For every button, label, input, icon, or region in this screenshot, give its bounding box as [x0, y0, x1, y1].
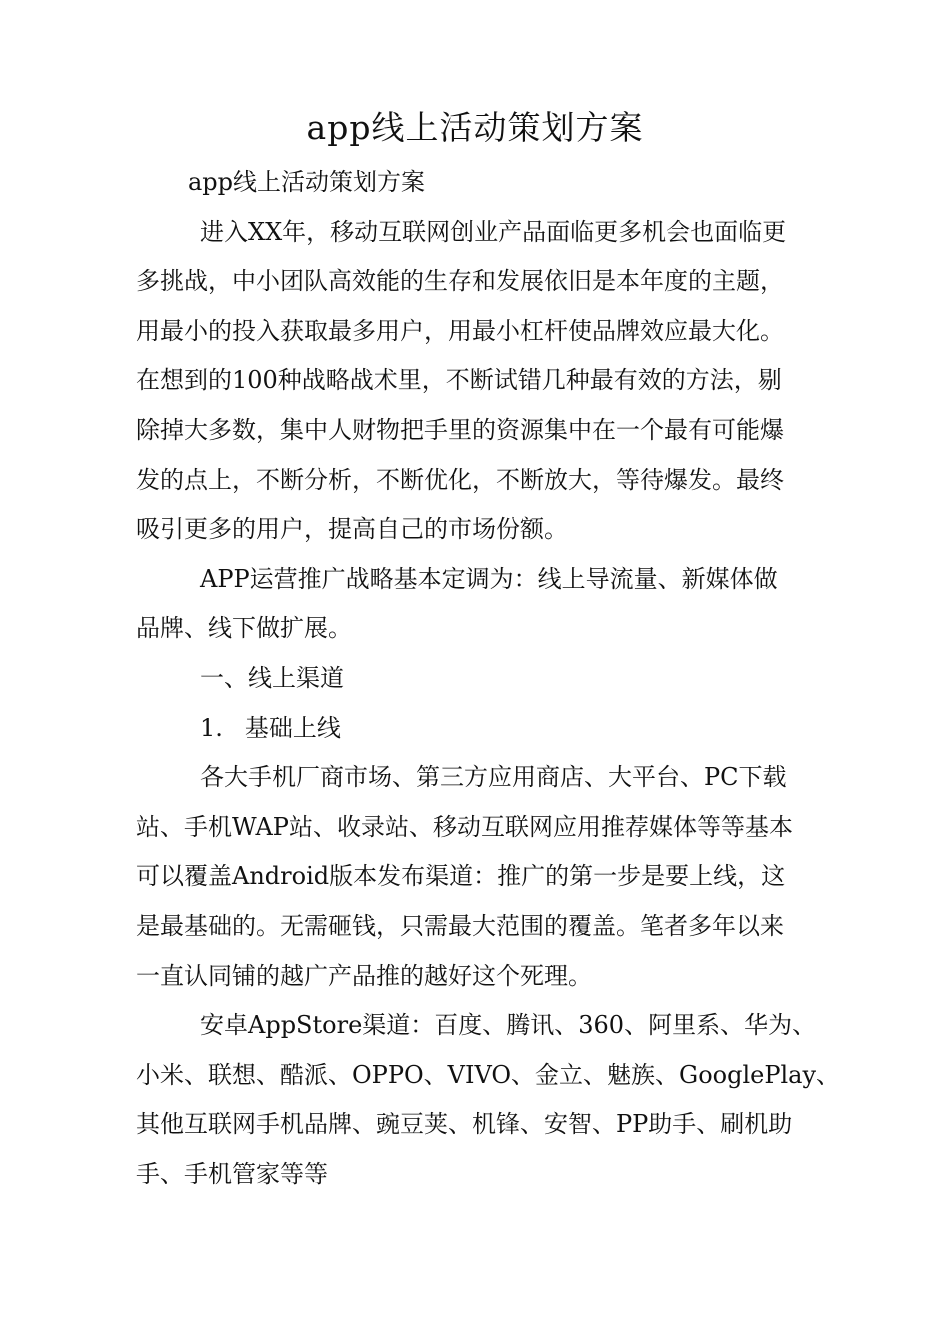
paragraph-strategy	[136, 555, 836, 654]
paragraph-channels	[136, 753, 836, 1001]
text-line: 发的点上，不断分析，不断优化，不断放大，等待爆发。最终	[136, 465, 784, 494]
text-line: 各大手机厂商市场、第三方应用商店、大平台、PC下载	[200, 763, 787, 792]
text-line: 其他互联网手机品牌、豌豆荚、机锋、安智、PP助手、刷机助	[136, 1110, 793, 1139]
text-line: 除掉大多数，集中人财物把手里的资源集中在一个最有可能爆	[136, 415, 784, 444]
text-line: 手、手机管家等等	[136, 1159, 328, 1188]
item-number: 1.	[200, 713, 223, 742]
paragraph-intro	[136, 208, 836, 555]
text-line: 站、手机WAP站、收录站、移动互联网应用推荐媒体等等基本	[136, 812, 793, 841]
text-line: 多挑战，中小团队高效能的生存和发展依旧是本年度的主题，	[136, 267, 784, 296]
paragraph-android-stores	[136, 1001, 841, 1199]
section-heading-online-channels	[136, 654, 836, 704]
text-line: 安卓AppStore渠道：百度、腾讯、360、阿里系、华为、	[200, 1011, 817, 1040]
text-line: 吸引更多的用户，提高自己的市场份额。	[136, 515, 568, 544]
document-body	[136, 158, 841, 1199]
item-label: 基础上线	[244, 713, 341, 742]
text-line: 是最基础的。无需砸钱，只需最大范围的覆盖。笔者多年以来	[136, 911, 784, 940]
text-line: 可以覆盖Android版本发布渠道：推广的第一步是要上线，这	[136, 862, 786, 891]
document-title: app线上活动策划方案	[306, 108, 644, 147]
numbered-item-basic-launch	[136, 704, 836, 754]
document-subtitle: app线上活动策划方案	[188, 168, 426, 196]
text-line: 用最小的投入获取最多用户，用最小杠杆使品牌效应最大化。	[136, 316, 784, 345]
text-line: 小米、联想、酷派、OPPO、VIVO、金立、魅族、GooglePlay、	[136, 1060, 841, 1089]
text-line: 品牌、线下做扩展。	[136, 614, 352, 643]
text-line: APP运营推广战略基本定调为：线上导流量、新媒体做	[200, 564, 778, 593]
section-heading-text: 一、线上渠道	[200, 663, 344, 692]
text-line: 进入XX年，移动互联网创业产品面临更多机会也面临更	[200, 217, 787, 246]
text-line: 一直认同铺的越广产品推的越好这个死理。	[136, 961, 592, 990]
text-line: 在想到的100种战略战术里，不断试错几种最有效的方法，剔	[136, 366, 782, 395]
